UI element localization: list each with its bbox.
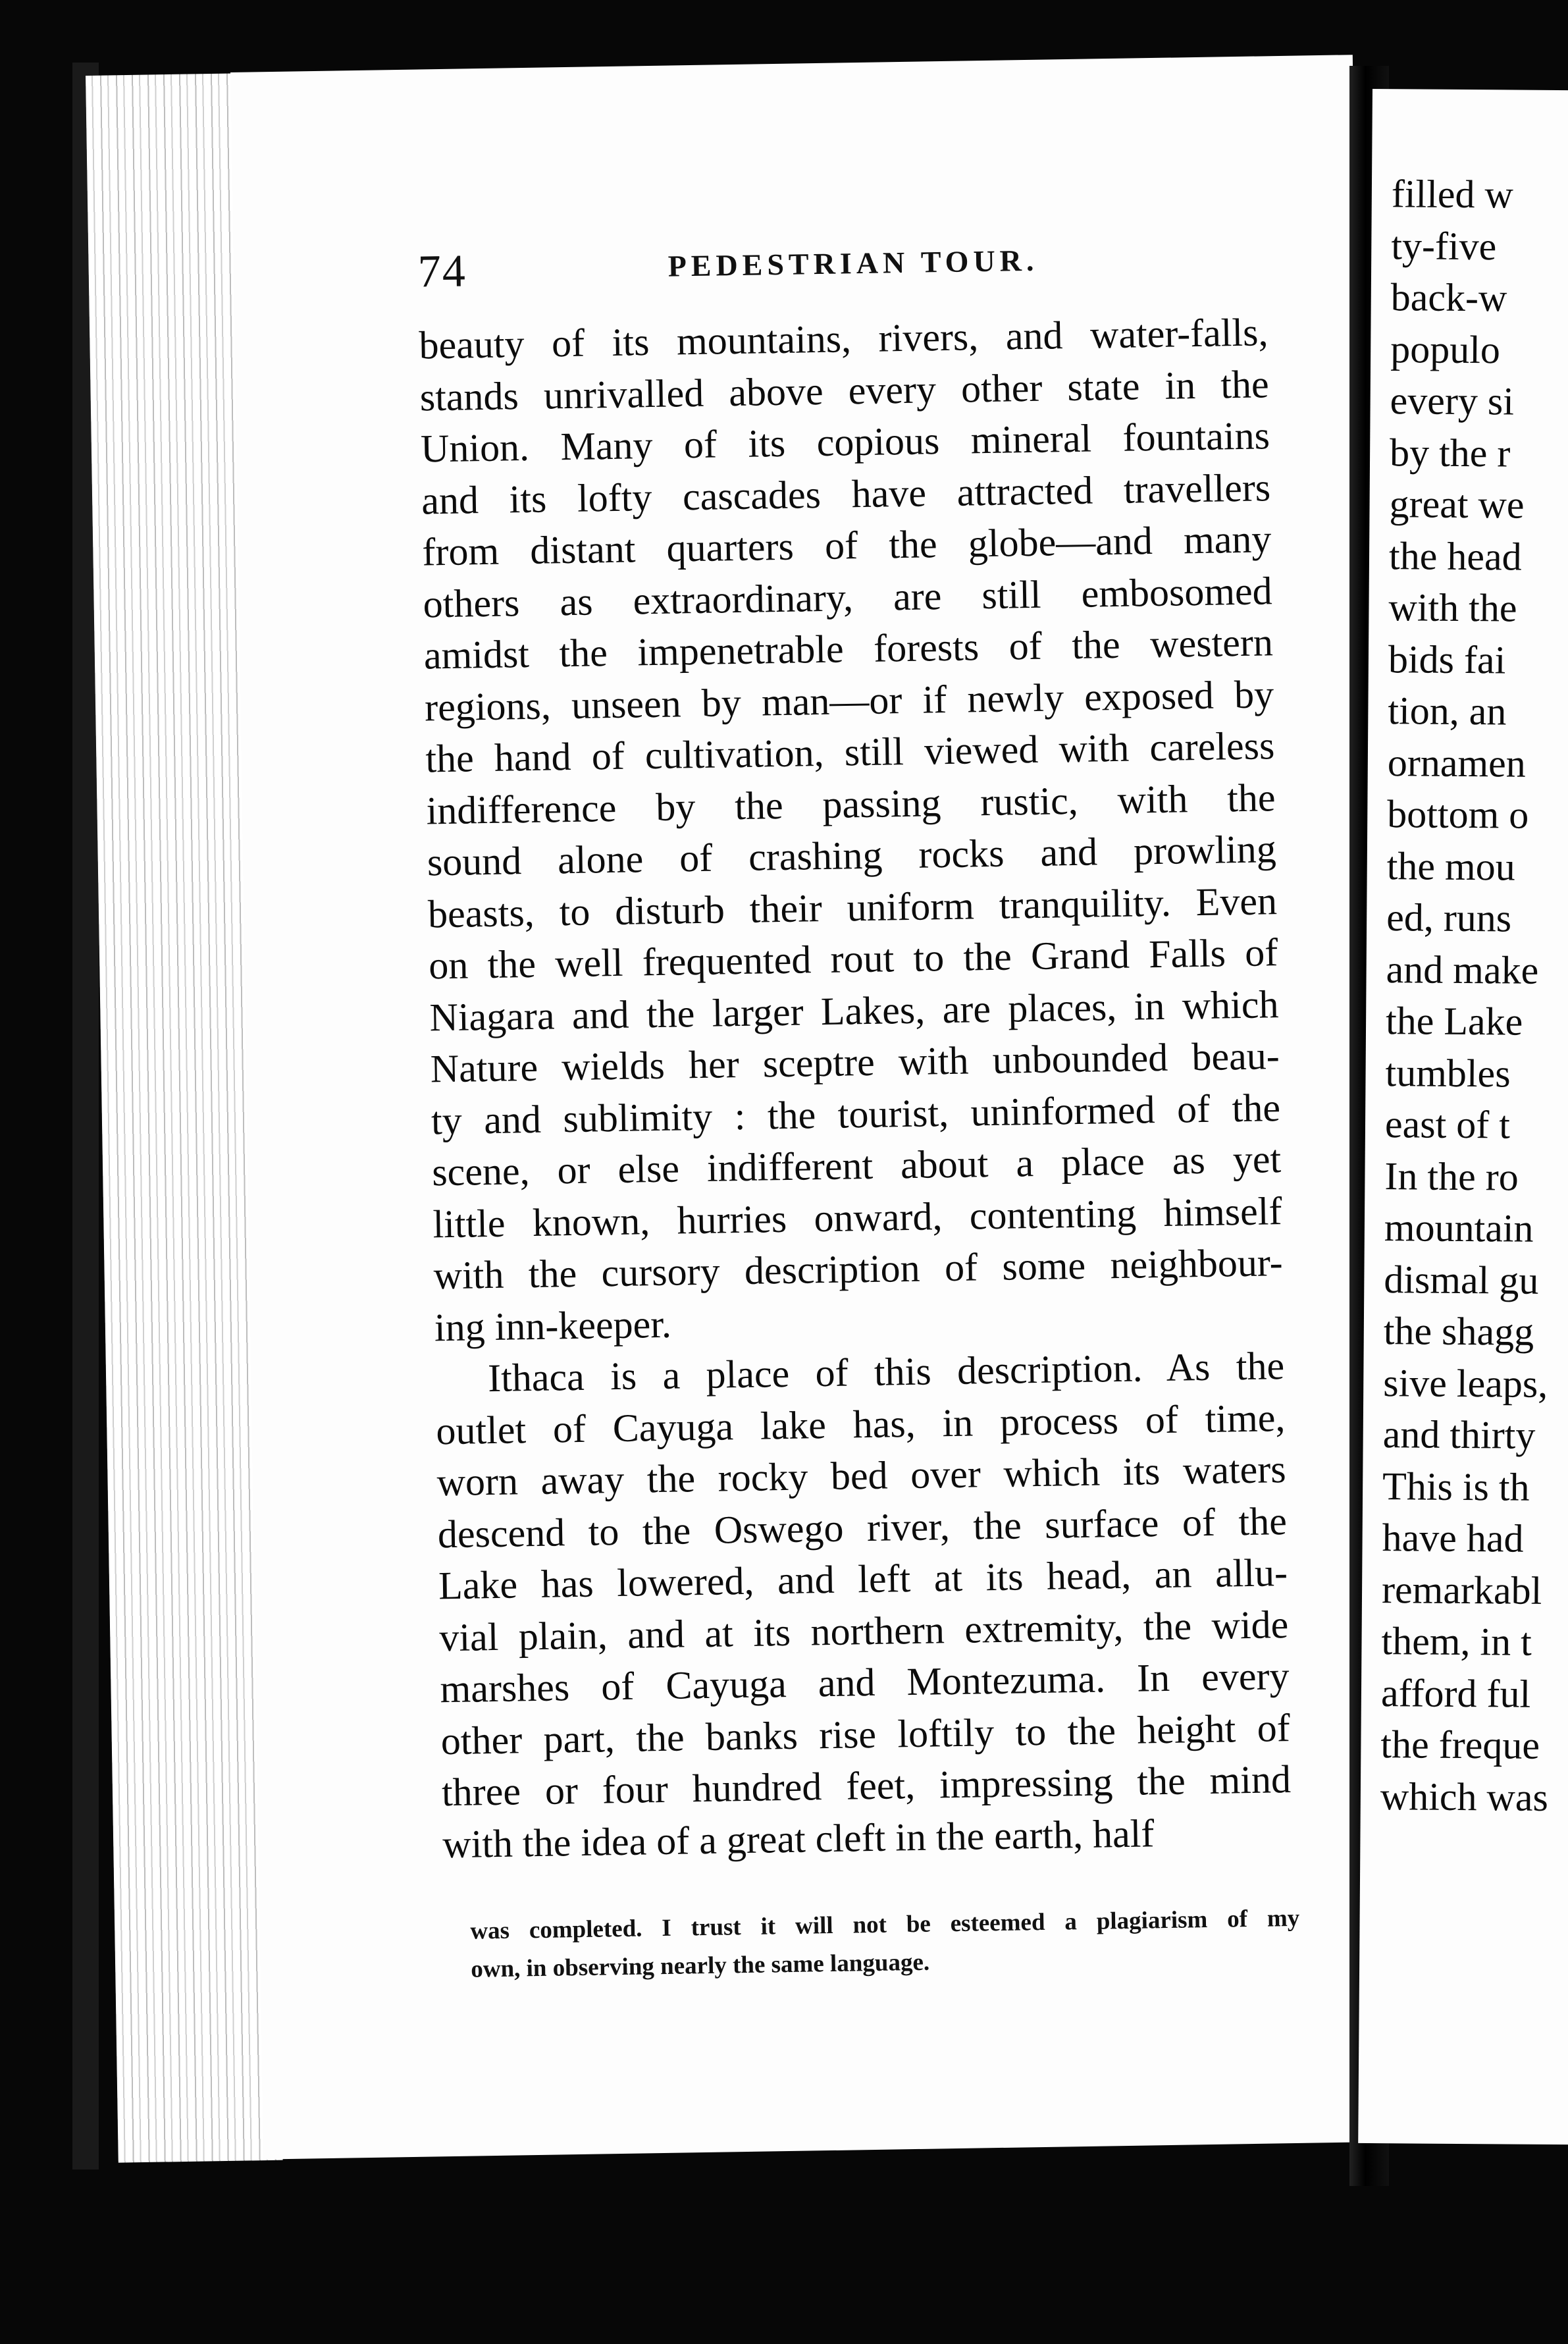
body-line: ing inn-keeper. xyxy=(434,1302,672,1349)
body-line: marshes of Cayuga and Montezuma. In every xyxy=(440,1654,1290,1711)
right-page-line: the freque xyxy=(1380,1722,1540,1767)
body-line: others as extraordinary, are still embosomed xyxy=(423,568,1273,626)
running-head xyxy=(417,232,1307,305)
right-page-line: ornamen xyxy=(1387,740,1527,786)
page-number: 74 xyxy=(417,246,467,298)
body-line: beauty of its mountains, rivers, and water-falls, xyxy=(419,310,1268,367)
body-line: from distant quarters of the globe—and many xyxy=(421,517,1272,574)
right-page-line: sive leaps, xyxy=(1383,1360,1548,1406)
right-page-line: bottom o xyxy=(1387,792,1529,837)
right-page-line: great we xyxy=(1389,482,1525,527)
body-line: descend to the Oswego river, the surface of the xyxy=(437,1499,1288,1556)
footnote-line: own, in observing nearly the same language. xyxy=(470,1948,930,1983)
left-page xyxy=(230,55,1386,2159)
body-line: vial plain, and at its northern extremity, the wide xyxy=(438,1602,1289,1659)
right-page-line: have had xyxy=(1382,1516,1524,1560)
body-line: with the idea of a great cleft in the earth, half xyxy=(442,1811,1155,1866)
right-page-line: them, in t xyxy=(1381,1619,1532,1664)
body-line: scene, or else indifferent about a place as yet xyxy=(431,1137,1282,1194)
right-page-line: tumbles xyxy=(1385,1050,1511,1095)
right-page-line: afford ful xyxy=(1380,1670,1531,1716)
right-page-line: which was xyxy=(1380,1774,1549,1819)
body-line: and its lofty cascades have attracted travellers xyxy=(421,465,1271,523)
right-page-line: This is th xyxy=(1382,1464,1530,1509)
right-page-text xyxy=(1380,168,1568,1824)
body-line: on the well frequented rout to the Grand Falls of xyxy=(428,930,1278,988)
right-page-line: by the r xyxy=(1389,430,1511,475)
body-line: stands unrivalled above every other state in the xyxy=(419,361,1270,419)
body-line: Lake has lowered, and left at its head, an allu- xyxy=(438,1551,1288,1608)
right-page-line: the mou xyxy=(1386,843,1515,889)
right-page-line: dismal gu xyxy=(1384,1257,1539,1302)
right-page-line: the Lake xyxy=(1385,999,1523,1044)
right-page xyxy=(1358,89,1568,2144)
right-page-line: east of t xyxy=(1384,1102,1511,1147)
right-page-line: In the ro xyxy=(1384,1154,1519,1199)
footnote xyxy=(470,1900,1301,1989)
body-line: outlet of Cayuga lake has, in process of time, xyxy=(435,1395,1286,1452)
body-line: Niagara and the larger Lakes, are places, in which xyxy=(429,982,1279,1039)
running-title: PEDESTRIAN TOUR. xyxy=(667,243,1039,283)
right-page-line: and make xyxy=(1386,947,1539,992)
right-page-line: ty-five xyxy=(1391,223,1497,268)
right-page-line: bids fai xyxy=(1388,637,1506,681)
body-line: beasts, to disturb their uniform tranquility. Even xyxy=(427,878,1278,936)
right-page-line: remarkabl xyxy=(1381,1567,1542,1612)
right-page-line: back-w xyxy=(1390,275,1507,320)
body-line: the hand of cultivation, still viewed with careless xyxy=(425,724,1275,781)
right-page-line: tion, an xyxy=(1388,689,1507,733)
body-line: regions, unseen by man—or if newly exposed by xyxy=(424,672,1274,729)
body-line: three or four hundred feet, impressing the mind xyxy=(441,1757,1292,1815)
right-page-line: ed, runs xyxy=(1386,895,1512,940)
right-page-line: with the xyxy=(1388,585,1517,630)
footnote-line: was completed. I trust it will not be esteemed a plagiarism of my xyxy=(470,1904,1300,1945)
right-page-line: and thirty xyxy=(1382,1412,1536,1457)
right-page-line: the head xyxy=(1388,533,1522,579)
right-page-line: filled w xyxy=(1391,172,1514,217)
body-line: amidst the impenetrable forests of the western xyxy=(423,620,1274,678)
body-line: ty and sublimity : the tourist, uninformed of the xyxy=(431,1085,1281,1142)
body-line: Union. Many of its copious mineral fountains xyxy=(420,413,1270,471)
body-text xyxy=(419,306,1292,1870)
right-page-line: every si xyxy=(1390,379,1515,423)
right-page-line: mountain xyxy=(1384,1206,1534,1250)
body-line: sound alone of crashing rocks and prowling xyxy=(427,827,1277,884)
body-line: other part, the banks rise loftily to the height of xyxy=(440,1705,1291,1763)
body-line: with the cursory description of some neighbour- xyxy=(433,1240,1284,1298)
body-line: indifference by the passing rustic, with the xyxy=(426,775,1276,832)
body-line: Ithaca is a place of this description. As the xyxy=(487,1344,1285,1400)
right-page-line: populo xyxy=(1390,327,1501,371)
right-page-line: the shagg xyxy=(1383,1309,1534,1354)
body-line: Nature wields her sceptre with unbounded beau- xyxy=(430,1034,1280,1091)
body-line: worn away the rocky bed over which its waters xyxy=(436,1447,1287,1505)
body-line: little known, hurries onward, contenting himself xyxy=(432,1188,1282,1246)
